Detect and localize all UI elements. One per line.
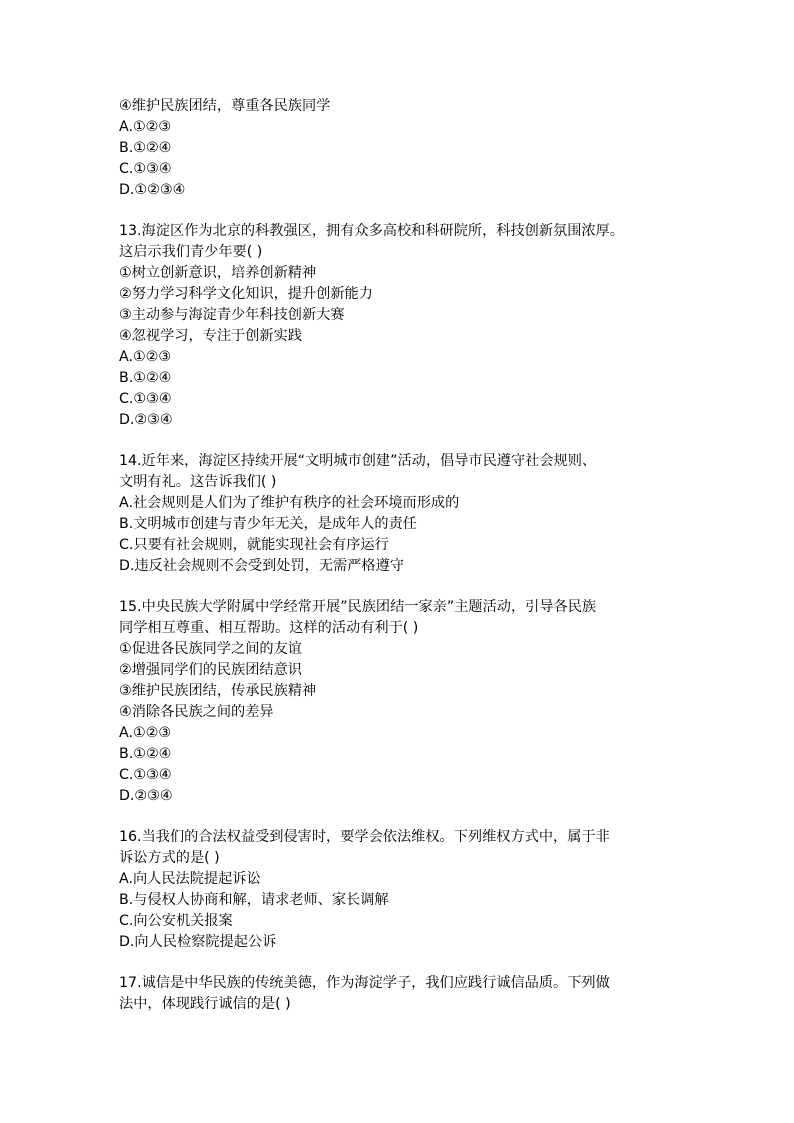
- choice-c: C.①③④: [119, 767, 172, 783]
- choice-b: B.①②④: [119, 746, 172, 762]
- option-statement: ②努力学习科学文化知识，提升创新能力: [119, 286, 373, 302]
- choice-b: B.文明城市创建与青少年无关，是成年人的责任: [119, 516, 417, 532]
- choice-d: D.①②③④: [119, 182, 186, 198]
- choice-b: B.与侵权人协商和解，请求老师、家长调解: [119, 892, 389, 908]
- question-stem: 法中，体现践行诚信的是( ): [119, 996, 291, 1012]
- option-statement: ③主动参与海淀青少年科技创新大赛: [119, 307, 345, 323]
- question-stem: 文明有礼。这告诉我们( ): [119, 474, 277, 490]
- choice-d: D.②③④: [119, 788, 173, 804]
- option-statement: ④忽视学习，专注于创新实践: [119, 328, 302, 344]
- question-stem: 17.诚信是中华民族的传统美德，作为海淀学子，我们应践行诚信品质。下列做: [119, 975, 610, 991]
- question-stem: 诉讼方式的是( ): [119, 850, 220, 866]
- choice-c: C.只要有社会规则，就能实现社会有序运行: [119, 537, 389, 553]
- question-14: [119, 451, 689, 577]
- choice-c: C.向公安机关报案: [119, 913, 233, 929]
- question-stem: 同学相互尊重、相互帮助。这样的活动有利于( ): [119, 620, 419, 636]
- document-page: [119, 96, 689, 1015]
- choice-a: A.①②③: [119, 725, 172, 741]
- question-13: [119, 221, 689, 431]
- choice-a: A.社会规则是人们为了维护有秩序的社会环境而形成的: [119, 495, 460, 511]
- choice-d: D.违反社会规则不会受到处罚，无需严格遵守: [119, 558, 404, 574]
- option-statement: ②增强同学们的民族团结意识: [119, 662, 302, 678]
- choice-d: D.②③④: [119, 412, 173, 428]
- question-stem: 14.近年来，海淀区持续开展“文明城市创建”活动，倡导市民遵守社会规则、: [119, 453, 597, 469]
- question-16: [119, 827, 689, 953]
- question-stem: 16.当我们的合法权益受到侵害时，要学会依法维权。下列维权方式中，属于非: [119, 829, 610, 845]
- choice-a: A.①②③: [119, 349, 172, 365]
- option-statement: ③维护民族团结，传承民族精神: [119, 683, 317, 699]
- option-statement: ①树立创新意识，培养创新精神: [119, 265, 317, 281]
- option-statement: ①促进各民族同学之间的友谊: [119, 641, 302, 657]
- question-stem: 13.海淀区作为北京的科教强区，拥有众多高校和科研院所，科技创新氛围浓厚。: [119, 223, 624, 239]
- choice-b: B.①②④: [119, 370, 172, 386]
- choice-d: D.向人民检察院提起公诉: [119, 934, 277, 950]
- choice-a: A.①②③: [119, 119, 172, 135]
- question-stem: 这启示我们青少年要( ): [119, 244, 263, 260]
- choice-c: C.①③④: [119, 161, 172, 177]
- choice-a: A.向人民法院提起诉讼: [119, 871, 261, 887]
- question-15: [119, 597, 689, 807]
- choice-b: B.①②④: [119, 140, 172, 156]
- question-17: [119, 973, 689, 1015]
- choice-c: C.①③④: [119, 391, 172, 407]
- question-12-tail: [119, 96, 689, 201]
- option-statement: ④维护民族团结，尊重各民族同学: [119, 98, 331, 114]
- question-stem: 15.中央民族大学附属中学经常开展”民族团结一家亲”主题活动，引导各民族: [119, 599, 597, 615]
- option-statement: ④消除各民族之间的差异: [119, 704, 274, 720]
